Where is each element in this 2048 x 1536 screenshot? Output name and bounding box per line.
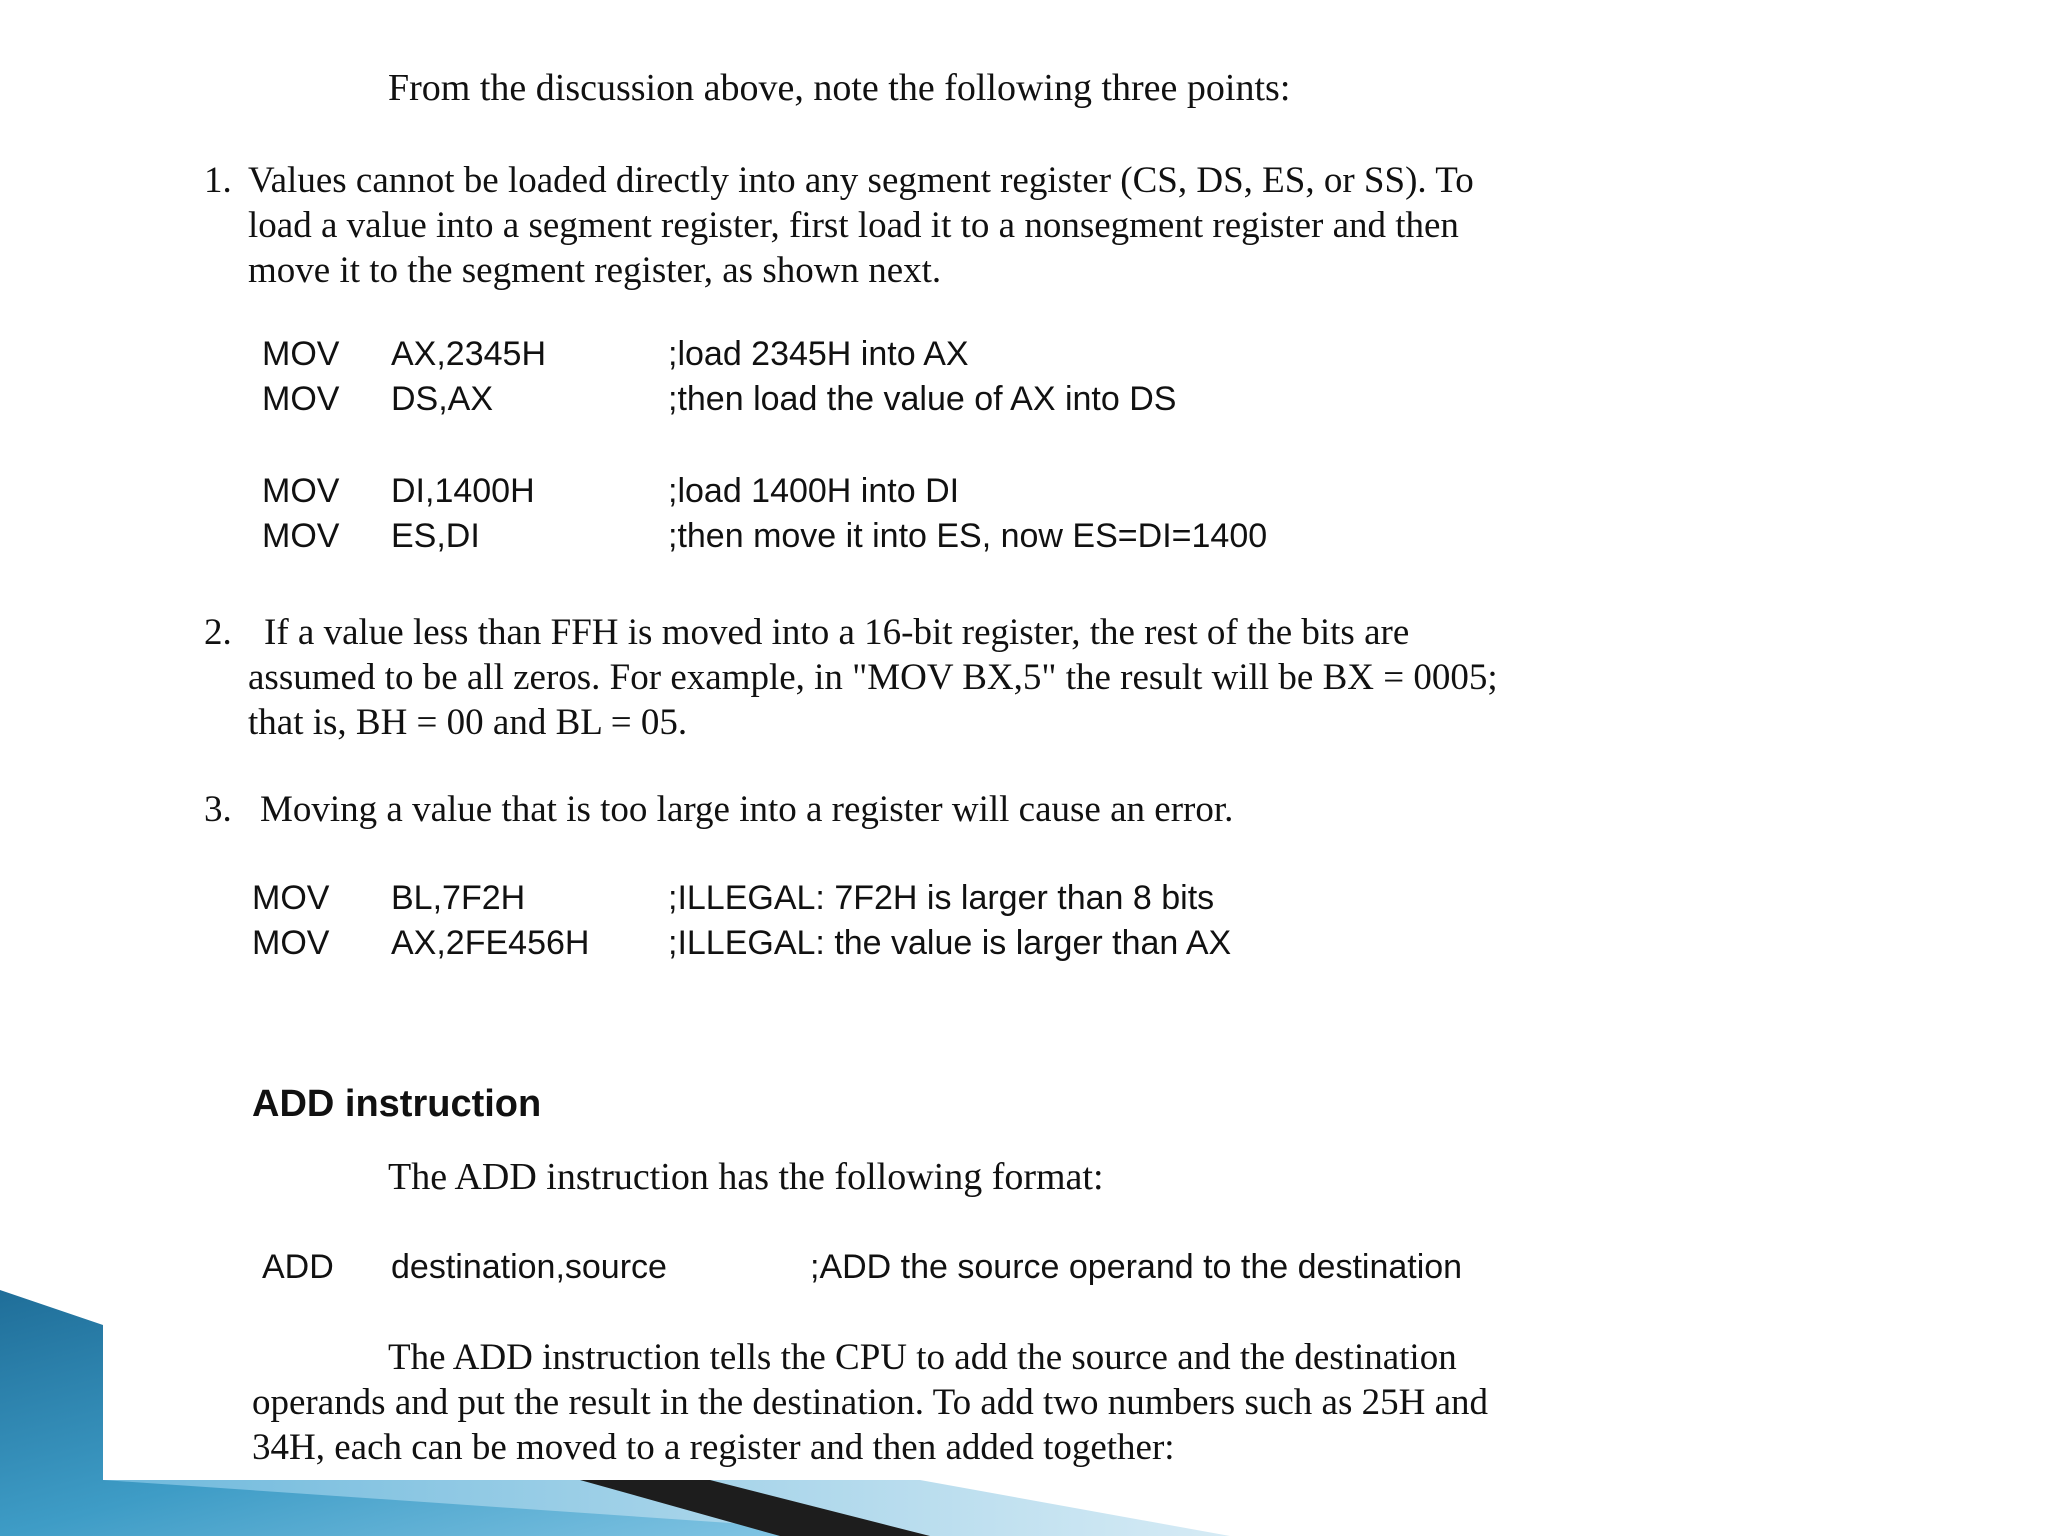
code-operands: AX,2345H (391, 335, 546, 373)
add-instruction-heading: ADD instruction (252, 1083, 542, 1125)
code-opcode: ADD (262, 1248, 334, 1286)
code-comment: ;load 2345H into AX (668, 335, 969, 373)
point-number: 1. (204, 160, 232, 201)
point-number: 3. (204, 789, 232, 830)
description-line: 34H, each can be moved to a register and then added together: (252, 1427, 1175, 1468)
description-line: operands and put the result in the destination. To add two numbers such as 25H and (252, 1382, 1488, 1423)
code-operands: DS,AX (391, 380, 494, 418)
code-operands: BL,7F2H (391, 879, 526, 917)
code-operands: DI,1400H (391, 472, 535, 510)
point-line: move it to the segment register, as shown next. (248, 250, 942, 291)
code-opcode: MOV (262, 335, 340, 373)
point-line: If a value less than FFH is moved into a 16-bit register, the rest of the bits are (264, 612, 1410, 653)
point-line: Values cannot be loaded directly into any segment register (CS, DS, ES, or SS). To (248, 160, 1474, 201)
code-opcode: MOV (262, 472, 340, 510)
code-opcode: MOV (262, 380, 340, 418)
point-line: Moving a value that is too large into a register will cause an error. (260, 789, 1234, 830)
code-operands: ES,DI (391, 517, 480, 555)
add-intro-text: The ADD instruction has the following format: (388, 1156, 1104, 1198)
code-operands: AX,2FE456H (391, 924, 590, 962)
code-comment: ;load 1400H into DI (668, 472, 960, 510)
code-comment: ;then load the value of AX into DS (668, 380, 1177, 418)
code-opcode: MOV (252, 879, 330, 917)
code-comment: ;ADD the source operand to the destination (810, 1248, 1463, 1286)
code-operands: destination,source (391, 1248, 667, 1286)
description-line: The ADD instruction tells the CPU to add the source and the destination (388, 1337, 1457, 1378)
code-opcode: MOV (262, 517, 340, 555)
code-opcode: MOV (252, 924, 330, 962)
point-line: that is, BH = 00 and BL = 05. (248, 702, 688, 743)
code-comment: ;ILLEGAL: 7F2H is larger than 8 bits (668, 879, 1215, 917)
point-line: load a value into a segment register, first load it to a nonsegment register and then (248, 205, 1459, 246)
code-comment: ;then move it into ES, now ES=DI=1400 (668, 517, 1268, 555)
intro-text: From the discussion above, note the following three points: (388, 67, 1291, 109)
code-comment: ;ILLEGAL: the value is larger than AX (668, 924, 1232, 962)
point-number: 2. (204, 612, 232, 653)
point-line: assumed to be all zeros. For example, in "MOV BX,5" the result will be BX = 0005; (248, 657, 1498, 698)
